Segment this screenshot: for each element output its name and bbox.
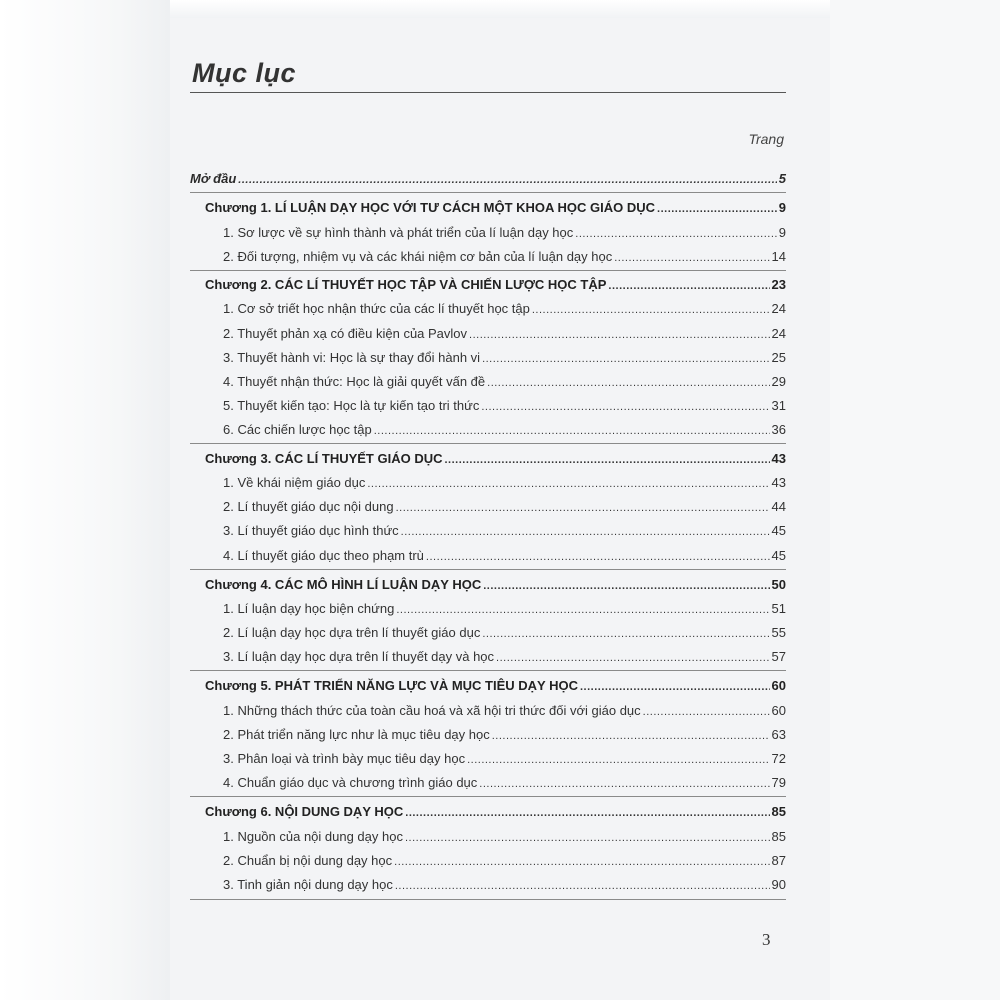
item-label: 1. Lí luận dạy học biện chứng [223,601,395,616]
leader-dots [483,580,769,592]
page-title: Mục lục [192,58,297,88]
item-label: 3. Thuyết hành vi: Học là sự thay đổi hành vi [223,350,481,365]
toc-intro-page: 5 [778,171,786,186]
toc-item [223,422,786,440]
leader-dots [426,551,770,563]
item-page: 90 [771,877,786,892]
chapter-title: Chương 1. LÍ LUẬN DẠY HỌC VỚI TƯ CÁCH MỘT KHOA HỌC GIÁO DỤC [205,200,656,215]
toc-item [223,225,786,243]
chapter-3-heading [205,451,786,469]
item-label: 2. Chuẩn bị nội dung dạy học [223,853,393,868]
leader-dots [575,228,777,240]
chapter-1-heading [205,200,786,218]
divider [190,443,786,444]
item-page: 51 [771,601,786,616]
page-number: 3 [762,930,771,949]
toc-item [223,475,786,493]
chapter-page: 9 [778,200,786,215]
divider [190,670,786,671]
item-label: 5. Thuyết kiến tạo: Học là tự kiến tạo tri thức [223,398,480,413]
leader-dots [396,502,770,514]
leader-dots [614,252,769,264]
leader-dots [608,280,769,292]
toc-item [223,727,786,745]
item-label: 2. Lí luận dạy học dựa trên lí thuyết giáo dục [223,625,481,640]
item-page: 25 [771,350,786,365]
item-label: 4. Lí thuyết giáo dục theo phạm trù [223,548,424,563]
toc-item [223,853,786,871]
leader-dots [405,832,770,844]
leader-dots [481,401,769,413]
chapter-6-heading [205,804,786,822]
leader-dots [492,730,770,742]
title-underline [190,92,786,93]
item-label: 2. Đối tượng, nhiệm vụ và các khái niệm cơ bản của lí luận dạy học [223,249,613,264]
leader-dots [467,754,769,766]
toc-item [223,703,786,721]
leader-dots [469,329,770,341]
toc-intro-label: Mở đầu [190,171,237,186]
leader-dots [445,454,770,466]
toc-intro [190,171,786,189]
divider [190,899,786,900]
leader-dots [479,778,769,790]
page-column-label: Trang [748,131,784,147]
divider [190,796,786,797]
item-label: 4. Chuẩn giáo dục và chương trình giáo dục [223,775,478,790]
item-page: 85 [771,829,786,844]
toc-item [223,601,786,619]
item-page: 43 [771,475,786,490]
chapter-page: 23 [771,277,786,292]
item-page: 45 [771,548,786,563]
chapter-title: Chương 3. CÁC LÍ THUYẾT GIÁO DỤC [205,451,443,466]
item-label: 2. Phát triển năng lực như là mục tiêu dạy học [223,727,490,742]
item-label: 1. Cơ sở triết học nhận thức của các lí thuyết học tập [223,301,530,316]
item-page: 87 [771,853,786,868]
item-page: 9 [778,225,786,240]
divider [190,192,786,193]
chapter-title: Chương 2. CÁC LÍ THUYẾT HỌC TẬP VÀ CHIẾN LƯỢC HỌC TẬP [205,277,607,292]
leader-dots [367,478,769,490]
leader-dots [395,880,770,892]
toc-item [223,499,786,517]
item-label: 1. Nguồn của nội dung dạy học [223,829,403,844]
item-page: 45 [771,523,786,538]
leader-dots [643,706,770,718]
leader-dots [482,628,769,640]
item-page: 57 [771,649,786,664]
toc-item [223,829,786,847]
item-label: 1. Những thách thức của toàn cầu hoá và xã hội tri thức đối với giáo dục [223,703,641,718]
toc-item [223,649,786,667]
item-label: 3. Tinh giản nội dung dạy học [223,877,393,892]
chapter-title: Chương 4. CÁC MÔ HÌNH LÍ LUẬN DẠY HỌC [205,577,482,592]
chapter-page: 85 [771,804,786,819]
chapter-5-heading [205,678,786,696]
leader-dots [487,377,769,389]
toc-item [223,523,786,541]
leader-dots [396,604,769,616]
chapter-page: 43 [771,451,786,466]
scan-background-left [0,0,170,1000]
leader-dots [394,856,769,868]
toc-item [223,751,786,769]
item-label: 2. Lí thuyết giáo dục nội dung [223,499,394,514]
item-page: 36 [771,422,786,437]
item-page: 44 [771,499,786,514]
item-label: 2. Thuyết phản xạ có điều kiện của Pavlov [223,326,468,341]
toc-item [223,301,786,319]
chapter-page: 60 [771,678,786,693]
toc-item [223,249,786,267]
chapter-title: Chương 5. PHÁT TRIỂN NĂNG LỰC VÀ MỤC TIÊU DẠY HỌC [205,678,578,693]
scan-background-right [830,0,1000,1000]
divider [190,569,786,570]
leader-dots [374,425,770,437]
item-page: 55 [771,625,786,640]
item-page: 24 [771,301,786,316]
leader-dots [405,807,769,819]
toc-item [223,625,786,643]
chapter-page: 50 [771,577,786,592]
item-page: 60 [771,703,786,718]
leader-dots [238,174,776,186]
item-label: 1. Sơ lược về sự hình thành và phát triển của lí luận dạy học [223,225,574,240]
leader-dots [580,681,770,693]
toc-item [223,877,786,895]
item-label: 3. Phân loại và trình bày mục tiêu dạy học [223,751,466,766]
toc-item [223,374,786,392]
chapter-2-heading [205,277,786,295]
leader-dots [482,353,769,365]
item-page: 72 [771,751,786,766]
leader-dots [401,526,770,538]
toc-item [223,548,786,566]
toc-item [223,775,786,793]
toc-item [223,326,786,344]
item-label: 1. Về khái niệm giáo dục [223,475,366,490]
item-page: 29 [771,374,786,389]
item-label: 4. Thuyết nhận thức: Học là giải quyết vấn đề [223,374,486,389]
leader-dots [657,203,777,215]
item-label: 6. Các chiến lược học tập [223,422,372,437]
item-page: 24 [771,326,786,341]
item-page: 31 [771,398,786,413]
divider [190,270,786,271]
chapter-title: Chương 6. NỘI DUNG DẠY HỌC [205,804,404,819]
chapter-4-heading [205,577,786,595]
item-page: 14 [771,249,786,264]
leader-dots [532,304,770,316]
item-label: 3. Lí thuyết giáo dục hình thức [223,523,399,538]
leader-dots [496,652,769,664]
item-label: 3. Lí luận dạy học dựa trên lí thuyết dạy và học [223,649,495,664]
toc-item [223,350,786,368]
toc-item [223,398,786,416]
item-page: 79 [771,775,786,790]
item-page: 63 [771,727,786,742]
